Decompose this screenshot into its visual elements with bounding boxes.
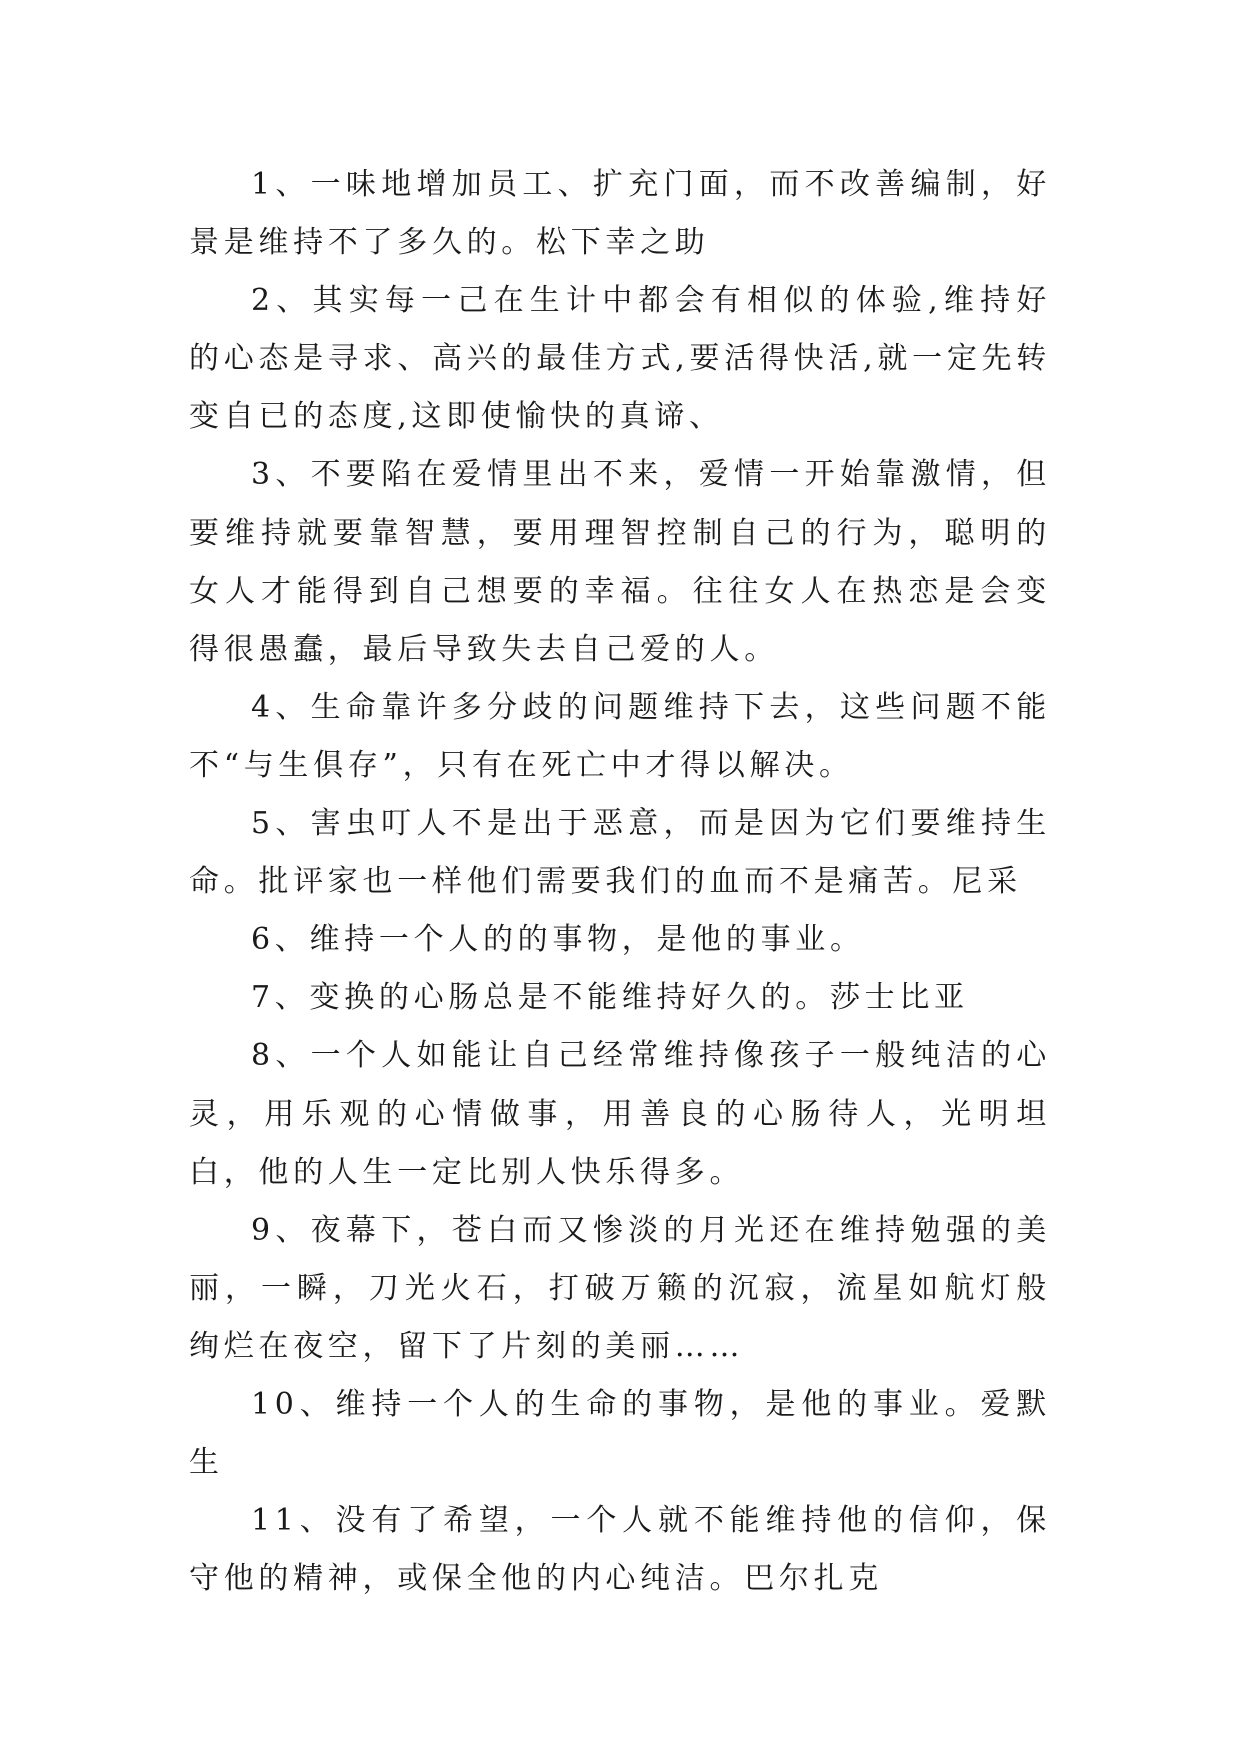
quote-paragraph-9: 9、夜幕下，苍白而又惨淡的月光还在维持勉强的美丽，一瞬，刀光火石，打破万籁的沉寂，流星如航灯般绚烂在夜空，留下了片刻的美丽…… — [189, 1212, 1051, 1364]
quote-paragraph-5: 5、害虫叮人不是出于恶意，而是因为它们要维持生命。批评家也一样他们需要我们的血而不是痛苦。尼采 — [189, 806, 1051, 900]
quote-paragraph-2: 2、其实每一己在生计中都会有相似的体验,维持好的心态是寻求、高兴的最佳方式,要活得快活,就一定先转变自已的态度,这即使愉快的真谛、 — [189, 283, 1051, 435]
quote-paragraph-8: 8、一个人如能让自己经常维持像孩子一般纯洁的心灵，用乐观的心情做事，用善良的心肠待人，光明坦白，他的人生一定比别人快乐得多。 — [189, 1038, 1051, 1190]
quote-paragraph-11: 11、没有了希望，一个人就不能维持他的信仰，保守他的精神，或保全他的内心纯洁。巴尔扎克 — [189, 1503, 1051, 1597]
document-page — [189, 156, 1051, 1608]
quote-paragraph-4: 4、生命靠许多分歧的问题维持下去，这些问题不能不“与生俱存”，只有在死亡中才得以解决。 — [189, 689, 1051, 783]
quote-paragraph-3: 3、不要陷在爱情里出不来，爱情一开始靠激情，但要维持就要靠智慧，要用理智控制自己的行为，聪明的女人才能得到自己想要的幸福。往往女人在热恋是会变得很愚蠢，最后导致失去自己爱的人。 — [189, 457, 1051, 667]
quote-paragraph-1: 1、一味地增加员工、扩充门面，而不改善编制，好景是维持不了多久的。松下幸之助 — [189, 167, 1051, 261]
quote-paragraph-6: 6、维持一个人的的事物，是他的事业。 — [251, 922, 865, 958]
quote-paragraph-10: 10、维持一个人的生命的事物，是他的事业。爱默生 — [189, 1386, 1051, 1481]
quote-paragraph-7: 7、变换的心肠总是不能维持好久的。莎士比亚 — [251, 980, 969, 1016]
